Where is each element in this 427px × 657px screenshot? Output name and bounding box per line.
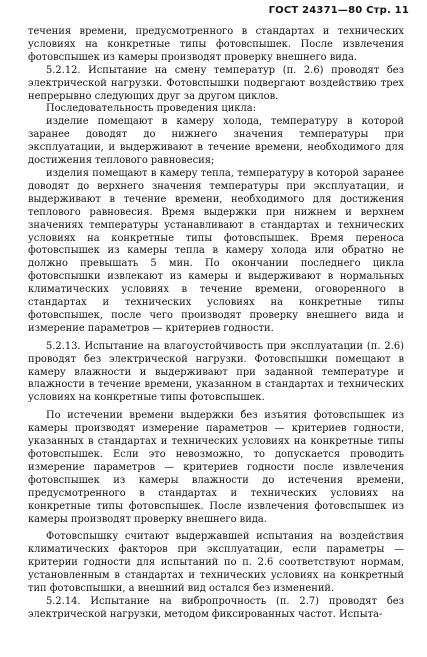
page-header: ГОСТ 24371—80 Стр. 11 — [268, 5, 409, 16]
paragraph: Фотовспышку считают выдержавшей испытания на воздействия климатических факторов при эксплуатации, если параметры — критерии годности для испытаний по п. 2.6 соответствуют нормам, установленным в стандартах и технических условиях на конкретный тип фотовспышки, а внешний вид остался без изменений. — [28, 531, 404, 595]
paragraph: По истечении времени выдержки без изъятия фотовспышек из камеры производят измерение параметров — критериев годности, указанных в стандартах и технических условиях на конкретные типы фотовспышек. Если это невозможно, то допускается проводить измерение параметров — критериев годности после извлечения фотовспышек из камеры влажности до истечения времени, предусмотренного в стандартах и технических условиях на конкретные типы фотовспышек. После извлечения фотовспышек из камеры производят проверку внешнего вида. — [28, 410, 404, 525]
paragraph: 5.2.14. Испытание на вибропрочность (п. 2.7) проводят без электрической нагрузки, методом фиксированных частот. Испыта- — [28, 595, 404, 620]
paragraph: изделия помещают в камеру тепла, температуру в которой заранее доводят до верхнего значения температуры при эксплуатации, и выдерживают в течение времени, необходимого для достижения теплового равновесия. Время выдержки при нижнем и верхнем значениях температуры устанавливают в стандартах и технических условиях на конкретные типы фотовспышек. Время переноса фотовспышек из камеры тепла в камеру холода или обратно не должно превышать 5 мин. По окончании последнего цикла фотовспышки извлекают из камеры и выдерживают в нормальных климатических условиях в течение времени, оговоренного в стандартах и технических условиях на конкретные типы фотовспышек, после чего производят проверку внешнего вида и измерение параметров — критериев годности. — [28, 167, 404, 334]
paragraph: Последовательность проведения цикла: — [46, 103, 256, 115]
paragraph: 5.2.12. Испытание на смену температур (п. 2.6) проводят без электрической нагрузки. Фотовспышки подвергают воздействию трех непрерывно следующих друг за другом циклов. — [28, 64, 404, 102]
paragraph: 5.2.13. Испытание на влагоустойчивость при эксплуатации (п. 2.6) проводят без электрической нагрузки. Фотовспышки помещают в камеру влажности и выдерживают при заданной температуре и влажности в течение времени, указанном в стандартах и технических условиях на конкретные типы фотовспышек. — [28, 340, 404, 404]
document-body — [28, 26, 404, 622]
paragraph: течения времени, предусмотренного в стандартах и технических условиях на конкретные типы фотовспышек. После извлечения фотовспышек из камеры производят проверку внешнего вида. — [28, 26, 404, 63]
paragraph: изделие помещают в камеру холода, температуру в которой заранее доводят до нижнего значения температуры при эксплуатации, и выдерживают в течение времени, необходимого для достижения теплового равновесия; — [28, 116, 404, 167]
